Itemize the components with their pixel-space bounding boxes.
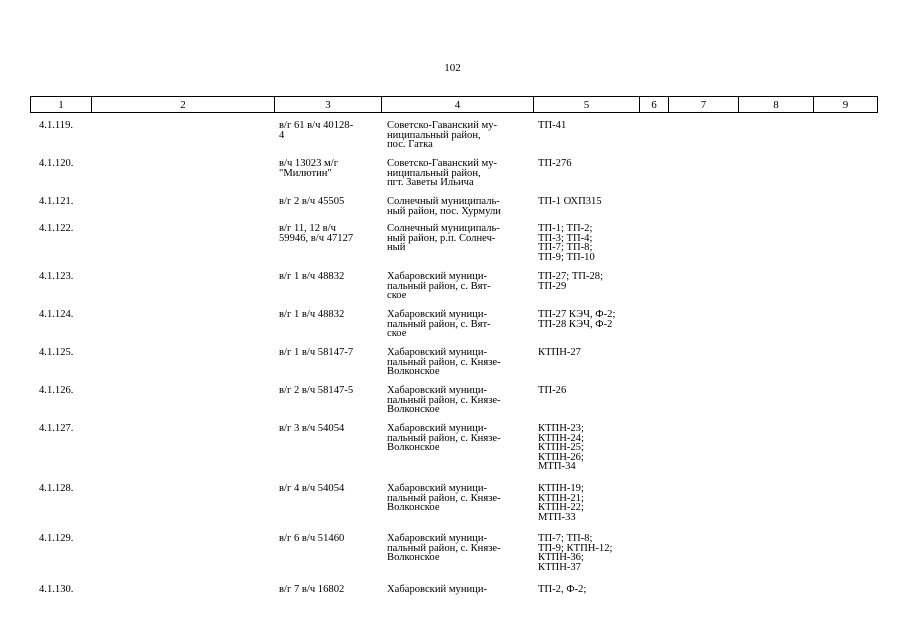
substations: ТП-1; ТП-2; ТП-3; ТП-4; ТП-7; ТП-8; ТП-9; ТП-10 (538, 223, 595, 263)
military-unit: в/г 1 в/ч 48832 (279, 309, 345, 320)
row-number: 4.1.120. (39, 158, 74, 169)
column-header-table (30, 96, 878, 113)
military-unit: в/г 61 в/ч 40128- 4 (279, 120, 354, 141)
column-header-2: 2 (92, 97, 275, 113)
location: Солнечный муниципаль- ный район, пос. Хурмули (387, 196, 501, 217)
substations: ТП-27 КЭЧ, Ф-2; ТП-28 КЭЧ, Ф-2 (538, 309, 616, 330)
row-number: 4.1.121. (39, 196, 74, 207)
location: Хабаровский муници- (387, 584, 488, 595)
column-header-9: 9 (814, 97, 878, 113)
substations: ТП-276 (538, 158, 572, 169)
location: Советско-Гаванский му- ниципальный район, пос. Гатка (387, 120, 498, 151)
military-unit: в/г 7 в/ч 16802 (279, 584, 345, 595)
column-header-6: 6 (640, 97, 669, 113)
row-number: 4.1.126. (39, 385, 74, 396)
page-number: 102 (444, 62, 461, 74)
location: Хабаровский муници- пальный район, с. Князе- Волконское (387, 385, 501, 416)
row-number: 4.1.124. (39, 309, 74, 320)
column-header-8: 8 (739, 97, 814, 113)
location: Солнечный муниципаль- ный район, р.п. Солнеч- ный (387, 223, 500, 254)
substations: ТП-2, Ф-2; (538, 584, 587, 595)
substations: ТП-7; ТП-8; ТП-9; КТПН-12; КТПН-36; КТПН-37 (538, 533, 613, 573)
table-row (30, 348, 877, 386)
location: Хабаровский муници- пальный район, с. Князе- Волконское (387, 533, 501, 564)
military-unit: в/г 3 в/ч 54054 (279, 423, 345, 434)
location: Хабаровский муници- пальный район, с. Князе- Волконское (387, 347, 501, 378)
table-row (30, 585, 877, 597)
row-number: 4.1.130. (39, 584, 74, 595)
table-row (30, 197, 877, 224)
military-unit: в/ч 13023 м/г "Милютин" (279, 158, 339, 179)
table-row (30, 159, 877, 197)
substations: КТПН-19; КТПН-21; КТПН-22; МТП-33 (538, 483, 584, 523)
military-unit: в/г 11, 12 в/ч 59946, в/ч 47127 (279, 223, 354, 244)
substations: ТП-1 ОХП315 (538, 196, 602, 207)
location: Советско-Гаванский му- ниципальный район, пгт. Заветы Ильича (387, 158, 498, 189)
table-row (30, 272, 877, 310)
column-header-7: 7 (669, 97, 739, 113)
substations: ТП-27; ТП-28; ТП-29 (538, 271, 604, 292)
military-unit: в/г 2 в/ч 45505 (279, 196, 345, 207)
military-unit: в/г 2 в/ч 58147-5 (279, 385, 354, 396)
row-number: 4.1.119. (39, 120, 74, 131)
row-number: 4.1.125. (39, 347, 74, 358)
military-unit: в/г 1 в/ч 48832 (279, 271, 345, 282)
table-row (30, 424, 877, 484)
table-row (30, 386, 877, 424)
location: Хабаровский муници- пальный район, с. Князе- Волконское (387, 423, 501, 454)
location: Хабаровский муници- пальный район, с. Князе- Волконское (387, 483, 501, 514)
column-header-4: 4 (382, 97, 534, 113)
table-row (30, 224, 877, 272)
row-number: 4.1.129. (39, 533, 74, 544)
military-unit: в/г 1 в/ч 58147-7 (279, 347, 354, 358)
table-row (30, 484, 877, 534)
substations: ТП-26 (538, 385, 567, 396)
substations: ТП-41 (538, 120, 567, 131)
substations: КТПН-23; КТПН-24; КТПН-25; КТПН-26; МТП-34 (538, 423, 584, 473)
row-number: 4.1.128. (39, 483, 74, 494)
table-row (30, 534, 877, 585)
table-body (30, 121, 877, 597)
column-header-1: 1 (31, 97, 92, 113)
table-row (30, 121, 877, 159)
table-row (30, 310, 877, 348)
location: Хабаровский муници- пальный район, с. Вят- ское (387, 309, 491, 340)
row-number: 4.1.123. (39, 271, 74, 282)
column-header-5: 5 (534, 97, 640, 113)
substations: КТПН-27 (538, 347, 581, 358)
location: Хабаровский муници- пальный район, с. Вят- ское (387, 271, 491, 302)
row-number: 4.1.127. (39, 423, 74, 434)
military-unit: в/г 6 в/ч 51460 (279, 533, 345, 544)
column-header-3: 3 (275, 97, 382, 113)
row-number: 4.1.122. (39, 223, 74, 234)
military-unit: в/г 4 в/ч 54054 (279, 483, 345, 494)
